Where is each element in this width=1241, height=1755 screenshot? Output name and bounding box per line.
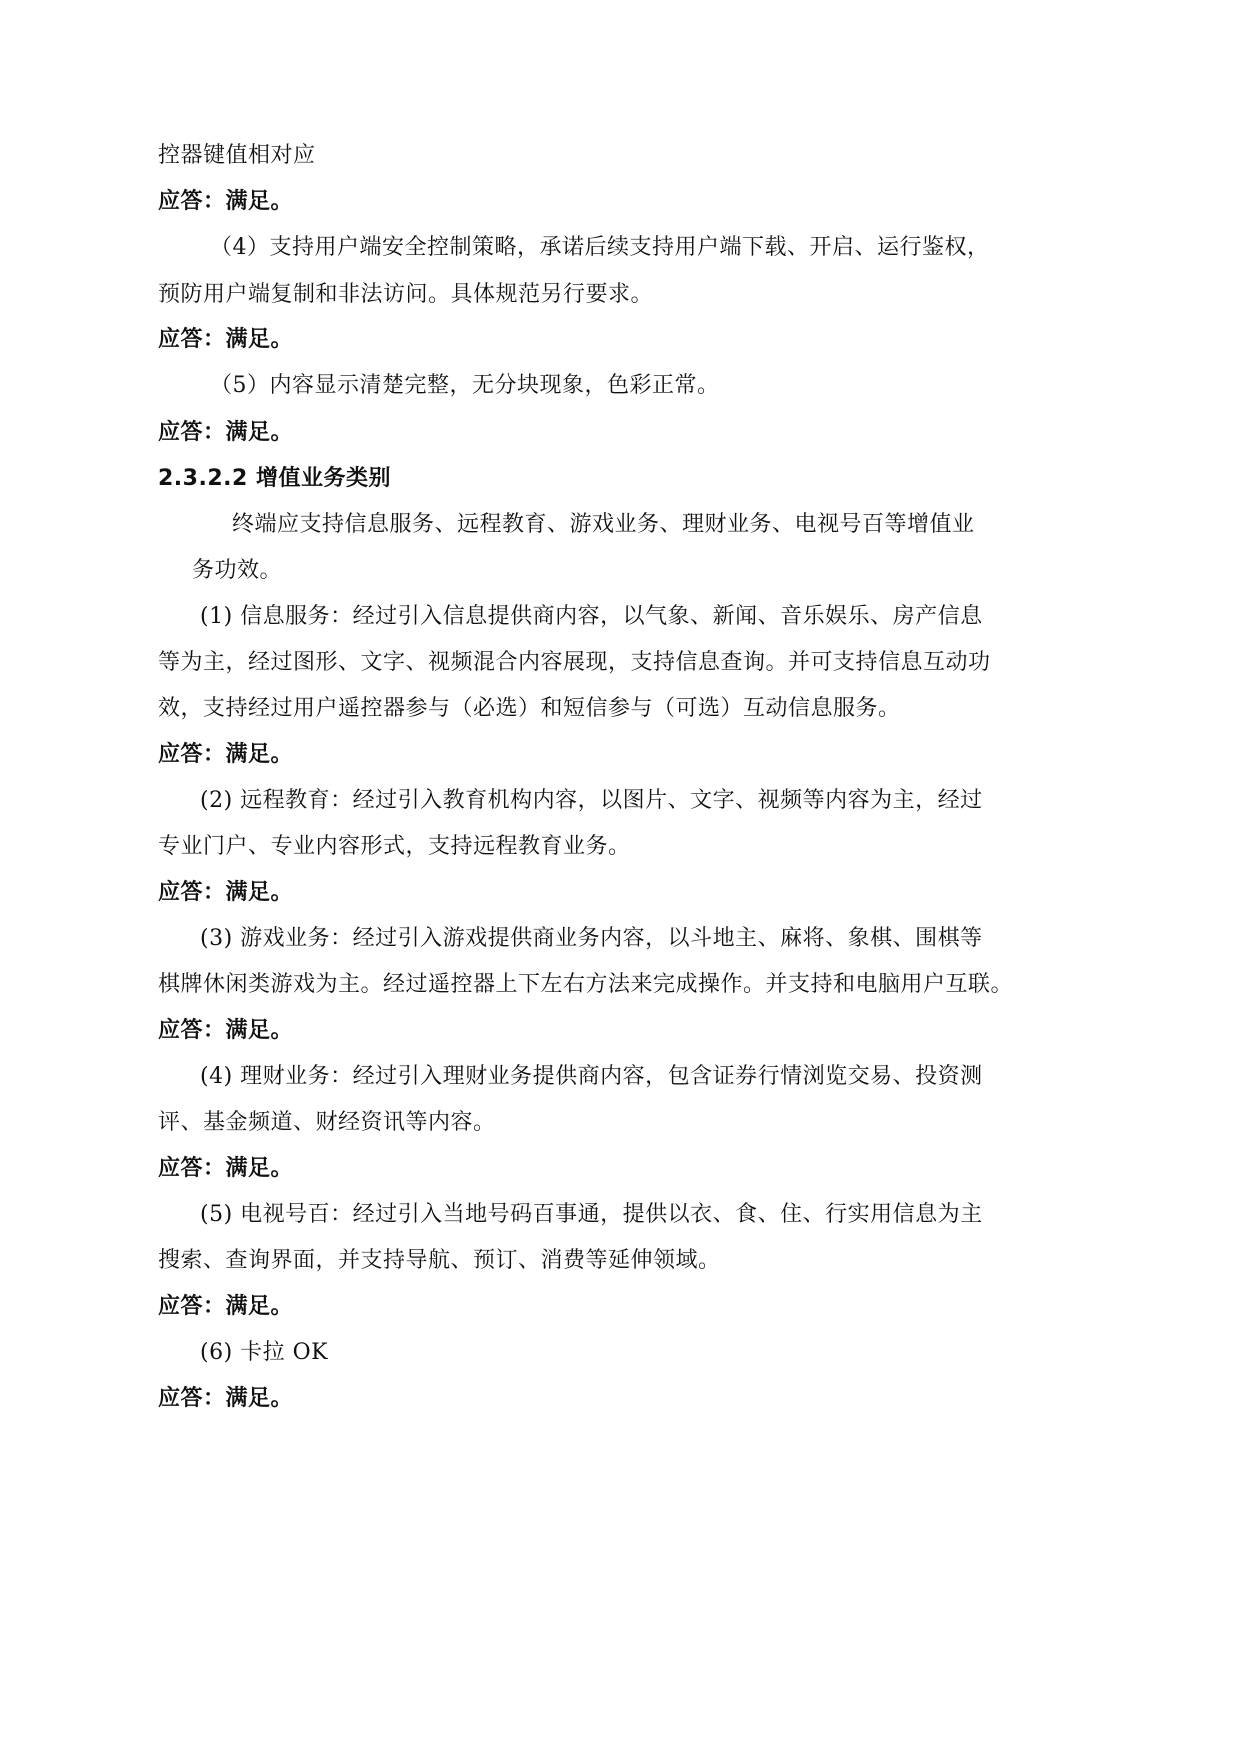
body-text-line: 预防用户端复制和非法访问。具体规范另行要求。 — [158, 282, 654, 307]
answer-line: 应答：满足。 — [158, 880, 294, 905]
body-text-line: 终端应支持信息服务、远程教育、游戏业务、理财业务、电视号百等增值业 — [232, 512, 975, 537]
body-text-line: 等为主，经过图形、文字、视频混合内容展现，支持信息查询。并可支持信息互动功 — [158, 650, 991, 675]
body-text-line: (3) 游戏业务：经过引入游戏提供商业务内容，以斗地主、麻将、象棋、围棋等 — [200, 926, 983, 951]
answer-line: 应答：满足。 — [158, 742, 294, 767]
body-text-line: (6) 卡拉 OK — [200, 1340, 329, 1365]
answer-line: 应答：满足。 — [158, 1018, 294, 1043]
body-text-line: 效，支持经过用户遥控器参与（必选）和短信参与（可选）互动信息服务。 — [158, 696, 901, 721]
body-text-line: (2) 远程教育：经过引入教育机构内容，以图片、文字、视频等内容为主，经过 — [200, 788, 983, 813]
body-text-line: 控器键值相对应 — [158, 143, 316, 168]
body-text-line: （4）支持用户端安全控制策略，承诺后续支持用户端下载、开启、运行鉴权， — [210, 235, 990, 260]
body-text-line: （5）内容显示清楚完整，无分块现象，色彩正常。 — [210, 373, 720, 398]
body-text-line: (4) 理财业务：经过引入理财业务提供商内容，包含证券行情浏览交易、投资测 — [200, 1064, 983, 1089]
body-text-line: (5) 电视号百：经过引入当地号码百事通，提供以衣、食、住、行实用信息为主 — [200, 1202, 983, 1227]
answer-line: 应答：满足。 — [158, 327, 294, 352]
body-text-line: 棋牌休闲类游戏为主。经过遥控器上下左右方法来完成操作。并支持和电脑用户互联。 — [158, 972, 1014, 997]
answer-line: 应答：满足。 — [158, 189, 294, 214]
body-text-line: 搜索、查询界面，并支持导航、预订、消费等延伸领域。 — [158, 1248, 721, 1273]
answer-line: 应答：满足。 — [158, 1386, 294, 1411]
answer-line: 应答：满足。 — [158, 420, 294, 445]
body-text-line: (1) 信息服务：经过引入信息提供商内容，以气象、新闻、音乐娱乐、房产信息 — [200, 604, 983, 629]
body-text-line: 务功效。 — [192, 558, 283, 583]
section-heading: 2.3.2.2 增值业务类别 — [158, 466, 391, 491]
answer-line: 应答：满足。 — [158, 1294, 294, 1319]
answer-line: 应答：满足。 — [158, 1156, 294, 1181]
body-text-line: 专业门户、专业内容形式，支持远程教育业务。 — [158, 834, 631, 859]
body-text-line: 评、基金频道、财经资讯等内容。 — [158, 1110, 496, 1135]
